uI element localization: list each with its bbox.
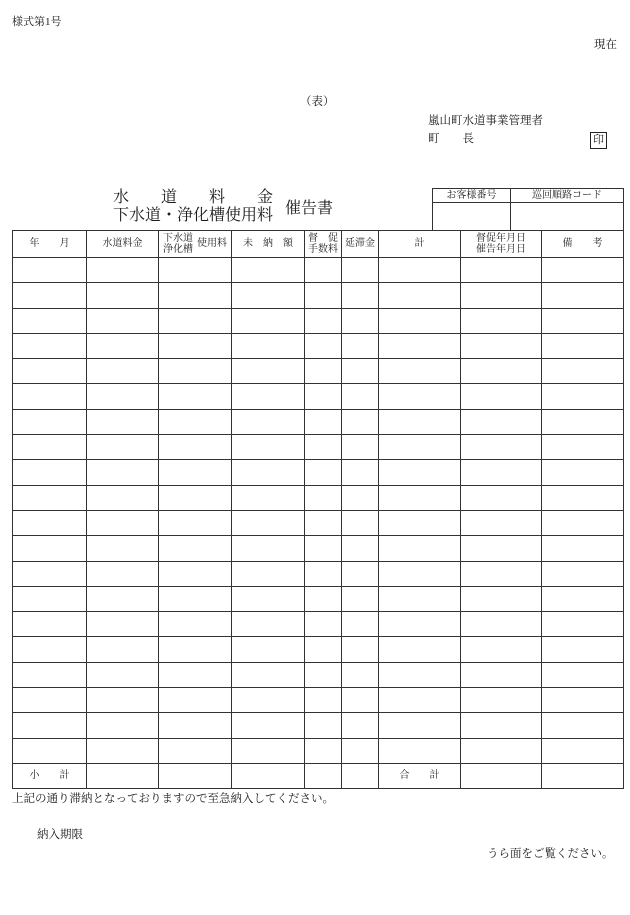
table-row	[13, 460, 624, 485]
header-total: 計	[379, 231, 461, 258]
table-cell	[461, 738, 542, 763]
customer-number-header: お客様番号	[433, 189, 511, 203]
table-cell	[342, 561, 379, 586]
table-cell	[342, 637, 379, 662]
table-cell	[13, 713, 87, 738]
table-cell	[542, 308, 624, 333]
subtotal-row	[13, 763, 624, 788]
table-cell	[379, 435, 461, 460]
table-row	[13, 637, 624, 662]
table-cell	[87, 258, 159, 283]
table-cell	[461, 612, 542, 637]
route-code-header: 巡回順路コード	[511, 189, 624, 203]
table-cell	[232, 384, 305, 409]
table-cell	[13, 308, 87, 333]
header-remarks: 備 考	[542, 231, 624, 258]
table-cell	[379, 283, 461, 308]
table-cell	[342, 460, 379, 485]
table-cell	[379, 510, 461, 535]
table-row	[13, 510, 624, 535]
table-cell	[232, 435, 305, 460]
table-cell	[305, 435, 342, 460]
table-cell	[461, 359, 542, 384]
table-cell	[379, 359, 461, 384]
table-cell	[542, 409, 624, 434]
table-cell	[159, 637, 232, 662]
form-number: 様式第1号	[12, 16, 62, 28]
table-cell	[542, 283, 624, 308]
table-row	[13, 536, 624, 561]
table-footer	[13, 763, 624, 788]
table-cell	[159, 384, 232, 409]
table-cell	[232, 662, 305, 687]
header-year-month: 年 月	[13, 231, 87, 258]
header-unpaid-amount: 未 納 額	[232, 231, 305, 258]
table-cell	[13, 258, 87, 283]
table-cell	[232, 536, 305, 561]
table-cell	[13, 738, 87, 763]
table-cell	[461, 308, 542, 333]
table-cell	[13, 384, 87, 409]
header-sewer-fee-wrap	[159, 233, 231, 256]
header-sewer-fee-line2: 浄化槽	[163, 244, 193, 255]
table-cell	[379, 308, 461, 333]
table-cell	[13, 485, 87, 510]
table-cell	[13, 409, 87, 434]
table-cell	[159, 612, 232, 637]
table-cell	[461, 485, 542, 510]
footer-cell	[461, 763, 542, 788]
table-cell	[159, 333, 232, 358]
table-cell	[542, 738, 624, 763]
table-row	[13, 435, 624, 460]
table-header-row	[13, 231, 624, 258]
table-row	[13, 485, 624, 510]
route-code-value	[511, 203, 624, 231]
issuer-title: 嵐山町水道事業管理者	[428, 115, 543, 127]
table-cell	[542, 435, 624, 460]
table-row	[13, 688, 624, 713]
table-cell	[342, 435, 379, 460]
table-cell	[232, 333, 305, 358]
table-cell	[305, 637, 342, 662]
table-cell	[13, 662, 87, 687]
table-cell	[542, 688, 624, 713]
table-cell	[342, 283, 379, 308]
footer-cell	[305, 763, 342, 788]
table-row	[13, 333, 624, 358]
table-cell	[342, 536, 379, 561]
footer-cell	[159, 763, 232, 788]
table-cell	[342, 258, 379, 283]
table-cell	[232, 688, 305, 713]
table-cell	[159, 561, 232, 586]
table-cell	[159, 688, 232, 713]
table-cell	[379, 536, 461, 561]
table-row	[13, 409, 624, 434]
table-cell	[305, 586, 342, 611]
table-body	[13, 258, 624, 764]
table-cell	[87, 384, 159, 409]
table-cell	[232, 258, 305, 283]
table-cell	[87, 435, 159, 460]
table-cell	[87, 662, 159, 687]
table-cell	[379, 738, 461, 763]
table-cell	[461, 688, 542, 713]
table-cell	[232, 713, 305, 738]
table-cell	[379, 688, 461, 713]
header-dates-line1: 督促年月日	[476, 232, 526, 244]
table-cell	[342, 333, 379, 358]
table-cell	[87, 738, 159, 763]
table-cell	[87, 586, 159, 611]
table-cell	[542, 561, 624, 586]
table-cell	[305, 308, 342, 333]
header-reminder-fee-line2: 手数料	[308, 244, 338, 255]
table-cell	[305, 359, 342, 384]
table-cell	[232, 637, 305, 662]
table-cell	[461, 384, 542, 409]
table-cell	[232, 485, 305, 510]
table-cell	[379, 258, 461, 283]
table-cell	[461, 713, 542, 738]
notice-text: 上記の通り滞納となっておりますので至急納入してください。	[12, 793, 334, 805]
table-cell	[342, 308, 379, 333]
header-water-fee: 水道料金	[87, 231, 159, 258]
table-cell	[461, 561, 542, 586]
table-cell	[87, 485, 159, 510]
table-cell	[232, 359, 305, 384]
table-cell	[159, 308, 232, 333]
table-cell	[232, 308, 305, 333]
table-cell	[159, 359, 232, 384]
table-row	[13, 283, 624, 308]
table-cell	[159, 586, 232, 611]
table-cell	[87, 713, 159, 738]
table-cell	[379, 612, 461, 637]
table-cell	[305, 510, 342, 535]
seal-mark: 印	[590, 132, 607, 149]
table-cell	[13, 333, 87, 358]
table-cell	[87, 460, 159, 485]
table-cell	[342, 359, 379, 384]
table-cell	[305, 333, 342, 358]
customer-box	[432, 188, 624, 231]
table-cell	[13, 586, 87, 611]
table-cell	[542, 384, 624, 409]
table-cell	[342, 713, 379, 738]
footer-cell	[232, 763, 305, 788]
table-cell	[461, 333, 542, 358]
table-cell	[87, 637, 159, 662]
table-cell	[305, 536, 342, 561]
table-row	[13, 586, 624, 611]
table-cell	[461, 510, 542, 535]
table-cell	[542, 713, 624, 738]
table-cell	[232, 561, 305, 586]
table-cell	[87, 333, 159, 358]
table-cell	[232, 409, 305, 434]
table-cell	[542, 359, 624, 384]
table-cell	[159, 662, 232, 687]
table-row	[13, 384, 624, 409]
table-cell	[87, 510, 159, 535]
table-cell	[305, 688, 342, 713]
table-cell	[305, 258, 342, 283]
table-cell	[342, 510, 379, 535]
table-cell	[13, 561, 87, 586]
table-cell	[461, 258, 542, 283]
table-cell	[305, 409, 342, 434]
table-cell	[87, 536, 159, 561]
table-cell	[159, 738, 232, 763]
table-cell	[232, 738, 305, 763]
table-cell	[13, 435, 87, 460]
table-cell	[232, 460, 305, 485]
table-cell	[305, 485, 342, 510]
table-cell	[461, 409, 542, 434]
header-dates	[461, 231, 542, 258]
table-cell	[159, 485, 232, 510]
table-cell	[305, 713, 342, 738]
customer-box-value-row	[433, 203, 624, 231]
table-cell	[13, 637, 87, 662]
table-cell	[159, 510, 232, 535]
table-cell	[542, 460, 624, 485]
table-cell	[305, 460, 342, 485]
table-cell	[342, 409, 379, 434]
table-cell	[379, 586, 461, 611]
table-cell	[342, 384, 379, 409]
table-cell	[379, 713, 461, 738]
table-cell	[542, 637, 624, 662]
table-cell	[13, 612, 87, 637]
grand-total-label: 合 計	[379, 763, 461, 788]
table-cell	[13, 510, 87, 535]
payment-table	[12, 230, 624, 789]
table-cell	[342, 485, 379, 510]
table-cell	[159, 536, 232, 561]
header-sewer-fee-line1: 下水道	[163, 232, 193, 244]
table-cell	[379, 460, 461, 485]
table-cell	[87, 409, 159, 434]
table-cell	[342, 586, 379, 611]
as-of-label: 現在	[594, 39, 617, 51]
table-cell	[87, 359, 159, 384]
table-cell	[461, 586, 542, 611]
footer-cell	[542, 763, 624, 788]
table-cell	[159, 258, 232, 283]
table-cell	[305, 662, 342, 687]
table-cell	[542, 536, 624, 561]
table-cell	[87, 688, 159, 713]
table-cell	[342, 612, 379, 637]
table-row	[13, 713, 624, 738]
table-row	[13, 738, 624, 763]
table-cell	[305, 283, 342, 308]
table-cell	[461, 536, 542, 561]
table-cell	[542, 258, 624, 283]
table-cell	[13, 359, 87, 384]
footer-cell	[342, 763, 379, 788]
table-cell	[87, 283, 159, 308]
table-cell	[232, 283, 305, 308]
customer-box-header-row	[433, 189, 624, 203]
header-reminder-fee	[305, 231, 342, 258]
table-cell	[87, 612, 159, 637]
issuer-name: 町 長	[428, 133, 474, 145]
table-cell	[542, 586, 624, 611]
table-row	[13, 662, 624, 687]
table-cell	[461, 283, 542, 308]
table-cell	[461, 662, 542, 687]
see-back-note: うら面をご覧ください。	[487, 848, 614, 860]
header-sewer-fee-left	[163, 233, 193, 256]
table-cell	[159, 713, 232, 738]
header-late-charge: 延滞金	[342, 231, 379, 258]
table-row	[13, 258, 624, 283]
table-cell	[305, 561, 342, 586]
table-cell	[379, 333, 461, 358]
table-cell	[542, 485, 624, 510]
due-date-label: 納入期限	[37, 829, 83, 841]
table-cell	[542, 662, 624, 687]
table-cell	[342, 688, 379, 713]
table-row	[13, 359, 624, 384]
table-cell	[379, 485, 461, 510]
header-reminder-fee-line1: 督 促	[308, 232, 338, 244]
table-row	[13, 612, 624, 637]
header-dates-line2: 催告年月日	[476, 244, 526, 255]
table-cell	[13, 536, 87, 561]
table-cell	[379, 561, 461, 586]
table-cell	[542, 612, 624, 637]
title-line1: 水 道 料 金	[113, 189, 274, 206]
footer-cell	[87, 763, 159, 788]
table-cell	[232, 612, 305, 637]
table-cell	[305, 738, 342, 763]
table-cell	[461, 435, 542, 460]
table-row	[13, 561, 624, 586]
table-cell	[232, 586, 305, 611]
table-cell	[13, 688, 87, 713]
table-row	[13, 308, 624, 333]
table-cell	[87, 561, 159, 586]
table-cell	[379, 384, 461, 409]
table-cell	[232, 510, 305, 535]
table-cell	[342, 738, 379, 763]
table-cell	[305, 612, 342, 637]
table-cell	[13, 460, 87, 485]
table-cell	[379, 409, 461, 434]
customer-number-value	[433, 203, 511, 231]
side-label: （表）	[300, 96, 335, 108]
table-cell	[159, 435, 232, 460]
table-cell	[87, 308, 159, 333]
title-suffix: 催告書	[285, 200, 334, 217]
table-cell	[461, 460, 542, 485]
table-cell	[542, 510, 624, 535]
title-line2: 下水道・浄化槽使用料	[113, 207, 274, 224]
table-cell	[13, 283, 87, 308]
header-sewer-fee-side: 使用料	[197, 238, 227, 250]
subtotal-label: 小 計	[13, 763, 87, 788]
table-cell	[305, 384, 342, 409]
table-cell	[461, 637, 542, 662]
table-cell	[379, 637, 461, 662]
table-cell	[159, 460, 232, 485]
table-cell	[379, 662, 461, 687]
table-cell	[159, 283, 232, 308]
table-cell	[159, 409, 232, 434]
header-sewer-fee	[159, 231, 232, 258]
table-cell	[542, 333, 624, 358]
table-cell	[342, 662, 379, 687]
